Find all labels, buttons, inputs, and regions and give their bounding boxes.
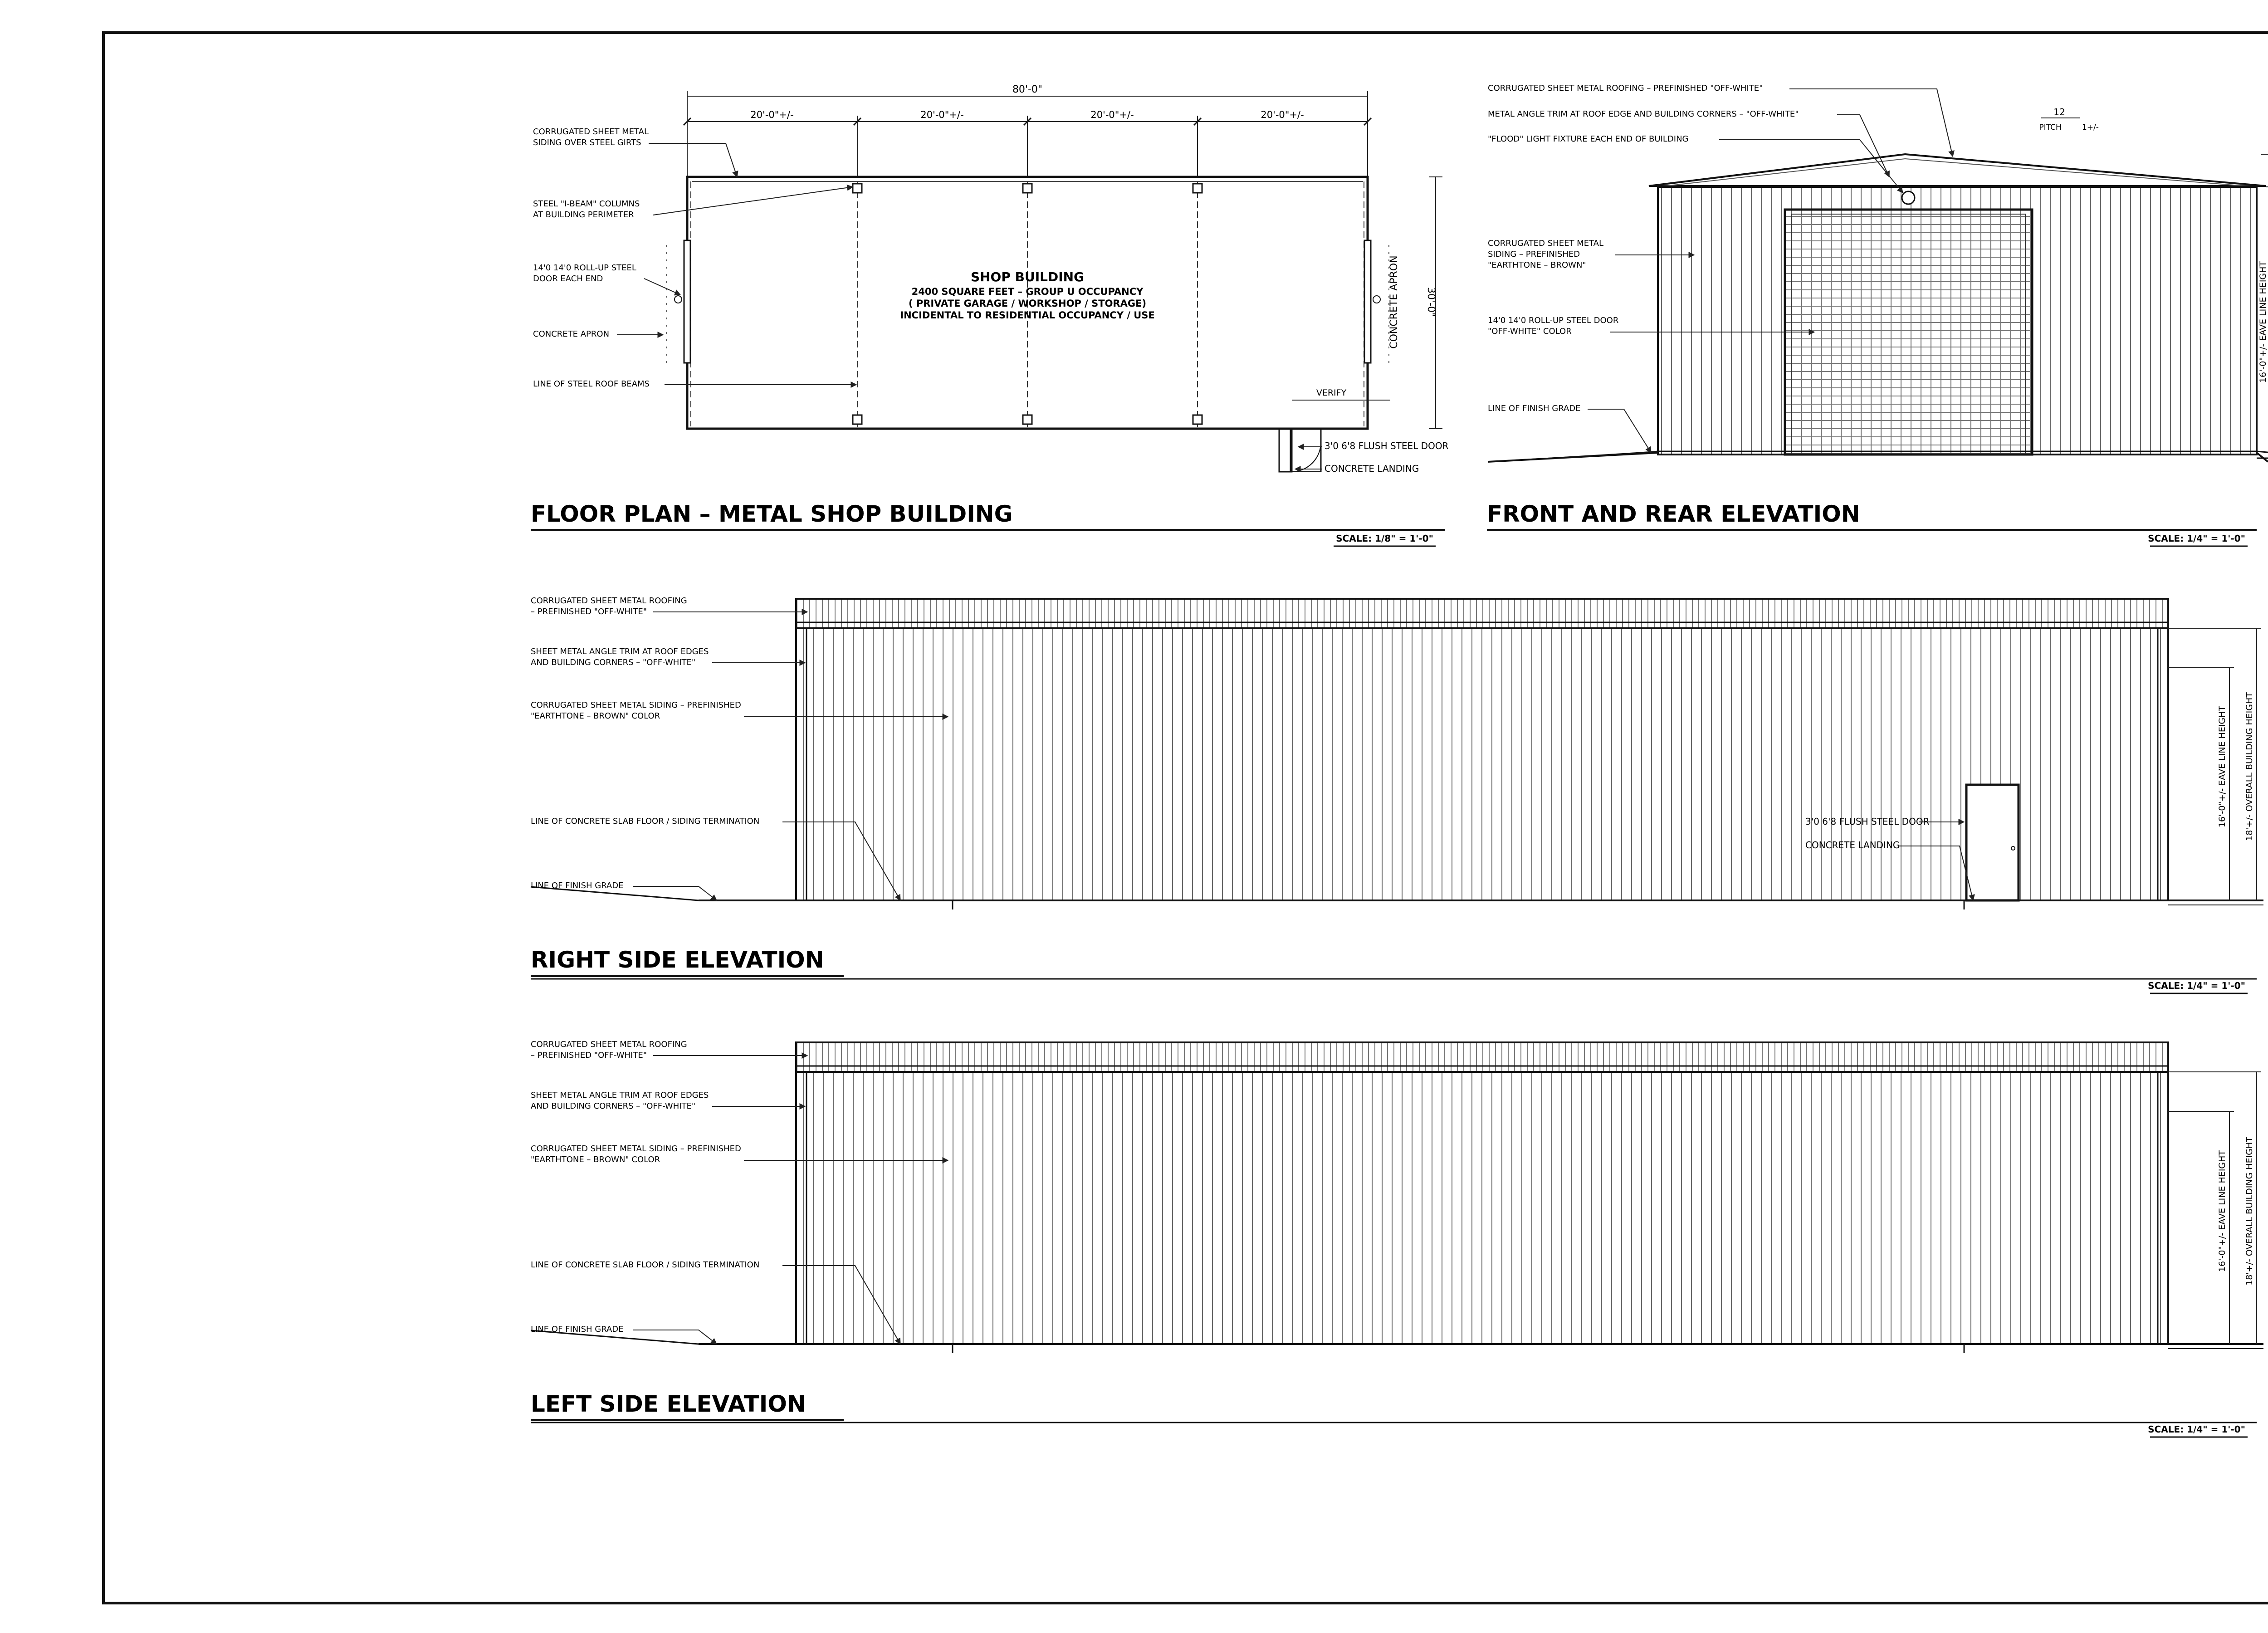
fp-landing-note: CONCRETE LANDING	[1325, 463, 1419, 474]
le-note-slab: LINE OF CONCRETE SLAB FLOOR / SIDING TERMINATION	[531, 1260, 760, 1270]
right-side-elevation	[531, 596, 2263, 993]
floor-plan-scale: SCALE: 1/8" = 1'-0"	[1336, 533, 1433, 544]
right-side-door	[1966, 785, 2019, 900]
le-note-roofing-2: – PREFINISHED "OFF-WHITE"	[531, 1051, 647, 1060]
shop-building-title: SHOP BUILDING	[970, 269, 1085, 284]
re-door-note: 3'0 6'8 FLUSH STEEL DOOR	[1805, 816, 1930, 827]
left-side-elevation	[531, 1040, 2263, 1437]
fp-note-siding-1: CORRUGATED SHEET METAL	[533, 127, 649, 137]
fe-note-grade: LINE OF FINISH GRADE	[1488, 404, 1581, 413]
fp-note-rollup-1: 14'0 14'0 ROLL-UP STEEL	[533, 263, 636, 273]
apron-right-label: CONCRETE APRON	[1388, 255, 1400, 349]
front-elevation-title: FRONT AND REAR ELEVATION	[1487, 501, 1860, 527]
bay-dim-3: 20'-0"+/-	[1090, 109, 1134, 120]
bay-dim-2: 20'-0"+/-	[920, 109, 964, 120]
fe-note-light: "FLOOD" LIGHT FIXTURE EACH END OF BUILDING	[1488, 134, 1689, 144]
fp-door-note: 3'0 6'8 FLUSH STEEL DOOR	[1325, 440, 1449, 451]
floor-plan-title: FLOOR PLAN – METAL SHOP BUILDING	[531, 501, 1013, 527]
front-elevation-scale: SCALE: 1/4" = 1'-0"	[2148, 533, 2245, 544]
fe-note-roofing: CORRUGATED SHEET METAL ROOFING – PREFINISHED "OFF-WHITE"	[1488, 83, 1763, 93]
re-note-siding-2: "EARTHTONE – BROWN" COLOR	[531, 711, 660, 721]
shop-building-line4: INCIDENTAL TO RESIDENTIAL OCCUPANCY / USE	[900, 310, 1155, 321]
fe-note-trim: METAL ANGLE TRIM AT ROOF EDGE AND BUILDING CORNERS – "OFF-WHITE"	[1488, 109, 1799, 119]
overall-dimension: 80'-0"	[1012, 84, 1043, 95]
re-note-siding-1: CORRUGATED SHEET METAL SIDING – PREFINISHED	[531, 700, 741, 710]
le-note-siding-2: "EARTHTONE – BROWN" COLOR	[531, 1155, 660, 1164]
right-eave-height: 16'-0"+/- EAVE LINE HEIGHT	[2217, 705, 2227, 828]
front-rear-elevation	[1487, 83, 2268, 546]
le-note-siding-1: CORRUGATED SHEET METAL SIDING – PREFINISHED	[531, 1144, 741, 1154]
fp-note-columns-2: AT BUILDING PERIMETER	[533, 210, 634, 220]
left-elevation-title: LEFT SIDE ELEVATION	[531, 1391, 806, 1417]
le-note-trim-2: AND BUILDING CORNERS – "OFF-WHITE"	[531, 1101, 696, 1111]
re-note-trim-2: AND BUILDING CORNERS – "OFF-WHITE"	[531, 658, 696, 667]
right-elevation-title: RIGHT SIDE ELEVATION	[531, 947, 824, 973]
bay-dim-1: 20'-0"+/-	[750, 109, 794, 120]
bay-dim-4: 20'-0"+/-	[1261, 109, 1304, 120]
re-landing-note: CONCRETE LANDING	[1805, 840, 1900, 851]
pitch-rise: 12	[2053, 107, 2065, 117]
left-elevation-scale: SCALE: 1/4" = 1'-0"	[2148, 1424, 2245, 1435]
right-overall-height: 18'+/- OVERALL BUILDING HEIGHT	[2244, 692, 2254, 841]
le-note-trim-1: SHEET METAL ANGLE TRIM AT ROOF EDGES	[531, 1090, 709, 1100]
fe-note-door-1: 14'0 14'0 ROLL-UP STEEL DOOR	[1488, 316, 1619, 325]
shop-building-line3: ( PRIVATE GARAGE / WORKSHOP / STORAGE)	[908, 298, 1147, 309]
fe-note-siding-2: SIDING – PREFINISHED	[1488, 249, 1580, 259]
fp-note-beams: LINE OF STEEL ROOF BEAMS	[533, 379, 650, 389]
re-note-roofing-1: CORRUGATED SHEET METAL ROOFING	[531, 596, 687, 606]
verify-label: VERIFY	[1316, 388, 1347, 398]
left-eave-height: 16'-0"+/- EAVE LINE HEIGHT	[2217, 1150, 2227, 1272]
re-note-roofing-2: – PREFINISHED "OFF-WHITE"	[531, 607, 647, 616]
fp-note-columns-1: STEEL "I-BEAM" COLUMNS	[533, 199, 640, 209]
depth-dimension: 30'-0"	[1425, 287, 1437, 318]
fe-note-door-2: "OFF-WHITE" COLOR	[1488, 327, 1572, 336]
fe-note-siding-3: "EARTHTONE – BROWN"	[1488, 260, 1586, 270]
floor-plan	[531, 84, 1449, 546]
fp-note-siding-2: SIDING OVER STEEL GIRTS	[533, 138, 641, 147]
re-note-trim-1: SHEET METAL ANGLE TRIM AT ROOF EDGES	[531, 647, 709, 656]
le-note-roofing-1: CORRUGATED SHEET METAL ROOFING	[531, 1040, 687, 1049]
pitch-run: 1+/-	[2082, 123, 2099, 132]
rollup-door	[1785, 210, 2032, 455]
re-note-slab: LINE OF CONCRETE SLAB FLOOR / SIDING TERMINATION	[531, 816, 760, 826]
flood-light-icon	[1902, 191, 1915, 204]
fp-note-apron: CONCRETE APRON	[533, 329, 610, 339]
pitch-label: PITCH	[2039, 123, 2062, 132]
le-note-grade: LINE OF FINISH GRADE	[531, 1325, 624, 1334]
left-overall-height: 18'+/- OVERALL BUILDING HEIGHT	[2244, 1137, 2254, 1286]
shop-building-line2: 2400 SQUARE FEET – GROUP U OCCUPANCY	[911, 286, 1144, 297]
fe-note-siding-1: CORRUGATED SHEET METAL	[1488, 239, 1604, 248]
fp-note-rollup-2: DOOR EACH END	[533, 274, 603, 284]
re-note-grade: LINE OF FINISH GRADE	[531, 881, 624, 890]
front-eave-height: 16'-0"+/- EAVE LINE HEIGHT	[2258, 261, 2268, 383]
right-elevation-scale: SCALE: 1/4" = 1'-0"	[2148, 980, 2245, 991]
